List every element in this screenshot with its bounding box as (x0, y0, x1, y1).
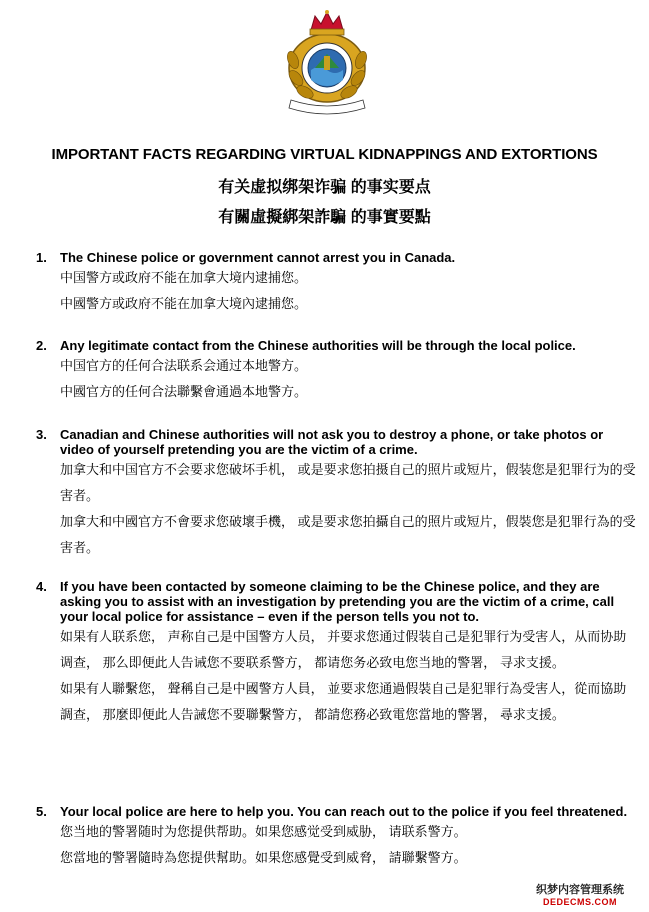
item-traditional-chinese-text: 中國警方或政府不能在加拿大境內逮捕您。 (60, 296, 308, 311)
item-traditional-chinese-text: 您當地的警署隨時為您提供幫助。如果您感覺受到威脅， 請聯繫警方。 (60, 850, 467, 865)
vancouver-police-crest-logo (281, 8, 373, 116)
watermark-line-2: DEDECMS.COM (542, 897, 617, 907)
item-number: 4. (36, 579, 47, 594)
item-simplified-chinese-text: 您当地的警署随时为您提供帮助。如果您感觉受到威胁， 请联系警方。 (60, 824, 467, 839)
item-english-text: Any legitimate contact from the Chinese authorities will be through the local police. (60, 338, 576, 353)
item-traditional-chinese-text: 中國官方的任何合法聯繫會通過本地警方。 (60, 384, 308, 399)
item-simplified-chinese-text: 如果有人联系您， 声称自己是中国警方人员， 并要求您通过假装自己是犯罪行为受害人，从而协助调查， 那么即便此人告诫您不要联系警方， 都请您务必致电您当地的警署， 寻求支援。 (60, 629, 627, 670)
site-watermark (517, 884, 643, 908)
item-english-text: Your local police are here to help you. You can reach out to the police if you feel threatened. (60, 804, 628, 819)
item-number: 5. (36, 804, 47, 819)
item-number: 2. (36, 338, 47, 353)
page-title-simplified-chinese: 有关虚拟绑架诈骗 的事实要点 (218, 179, 431, 196)
item-simplified-chinese-text: 加拿大和中国官方不会要求您破坏手机， 或是要求您拍摄自己的照片或短片，假装您是犯罪行为的受害者。 (60, 462, 636, 503)
item-simplified-chinese-text: 中国警方或政府不能在加拿大境内逮捕您。 (60, 270, 308, 285)
item-number: 1. (36, 250, 47, 265)
item-number: 3. (36, 427, 47, 442)
item-simplified-chinese-text: 中国官方的任何合法联系会通过本地警方。 (60, 358, 308, 373)
item-english-text: If you have been contacted by someone claiming to be the Chinese police, and they are asking you to assist with an investigation by pretending you are the victim of a crime, call your local police for assistance – even if the person tells you not to. (60, 579, 615, 624)
item-english-text: The Chinese police or government cannot arrest you in Canada. (60, 250, 456, 265)
page-title-traditional-chinese: 有關虛擬綁架詐騙 的事實要點 (218, 209, 431, 226)
item-traditional-chinese-text: 如果有人聯繫您， 聲稱自己是中國警方人員， 並要求您通過假裝自己是犯罪行為受害人，從而協助調查， 那麼即便此人告誡您不要聯繫警方， 都請您務必致電您當地的警署， 尋求支援。 (60, 681, 627, 722)
item-traditional-chinese-text: 加拿大和中國官方不會要求您破壞手機， 或是要求您拍攝自己的照片或短片，假裝您是犯罪行為的受害者。 (60, 514, 636, 555)
page-title-english: IMPORTANT FACTS REGARDING VIRTUAL KIDNAPPINGS AND EXTORTIONS (51, 146, 598, 163)
watermark-line-1: 织梦内容管理系统 (536, 884, 624, 896)
item-english-text: Canadian and Chinese authorities will not ask you to destroy a phone, or take photos or video of yourself pretending you are the victim of a crime. (60, 427, 604, 457)
